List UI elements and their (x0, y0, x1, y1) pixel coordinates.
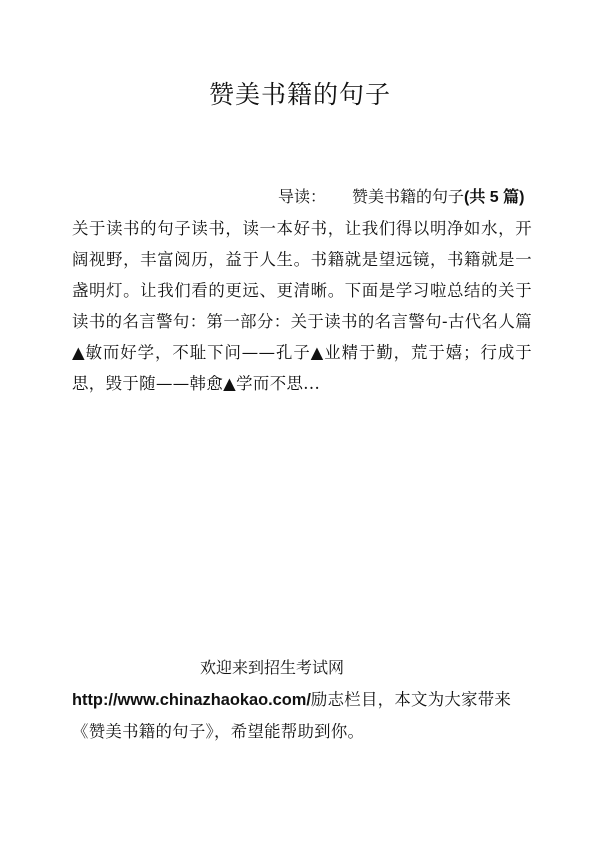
guide-line (278, 185, 524, 210)
welcome-line: 欢迎来到招生考试网 (200, 658, 345, 677)
body-paragraph: 关于读书的句子读书，读一本好书，让我们得以明净如水，开阔视野，丰富阅历，益于人生。书籍就是望远镜，书籍就是一盏明灯。让我们看的更远、更清晰。下面是学习啦总结的关于读书的名言警句：第一部分：关于读书的名言警句-古代名人篇▲敏而好学，不耻下问——孔子▲业精于勤，荒于嬉；行成于思，毁于随——韩愈▲学而不思... (72, 219, 532, 393)
footer-text: 励志栏目，本文为大家带来《赞美书籍的句子》，希望能帮助到你。 (72, 690, 512, 741)
footer-paragraph (72, 684, 532, 747)
site-url-link[interactable]: http://www.chinazhaokao.com/ (72, 691, 311, 709)
guide-label: 导读： (278, 187, 327, 206)
guide-subtitle: 赞美书籍的句子 (352, 187, 465, 206)
document-title: 赞美书籍的句子 (208, 80, 391, 109)
guide-count: (共 5 篇) (464, 189, 525, 206)
